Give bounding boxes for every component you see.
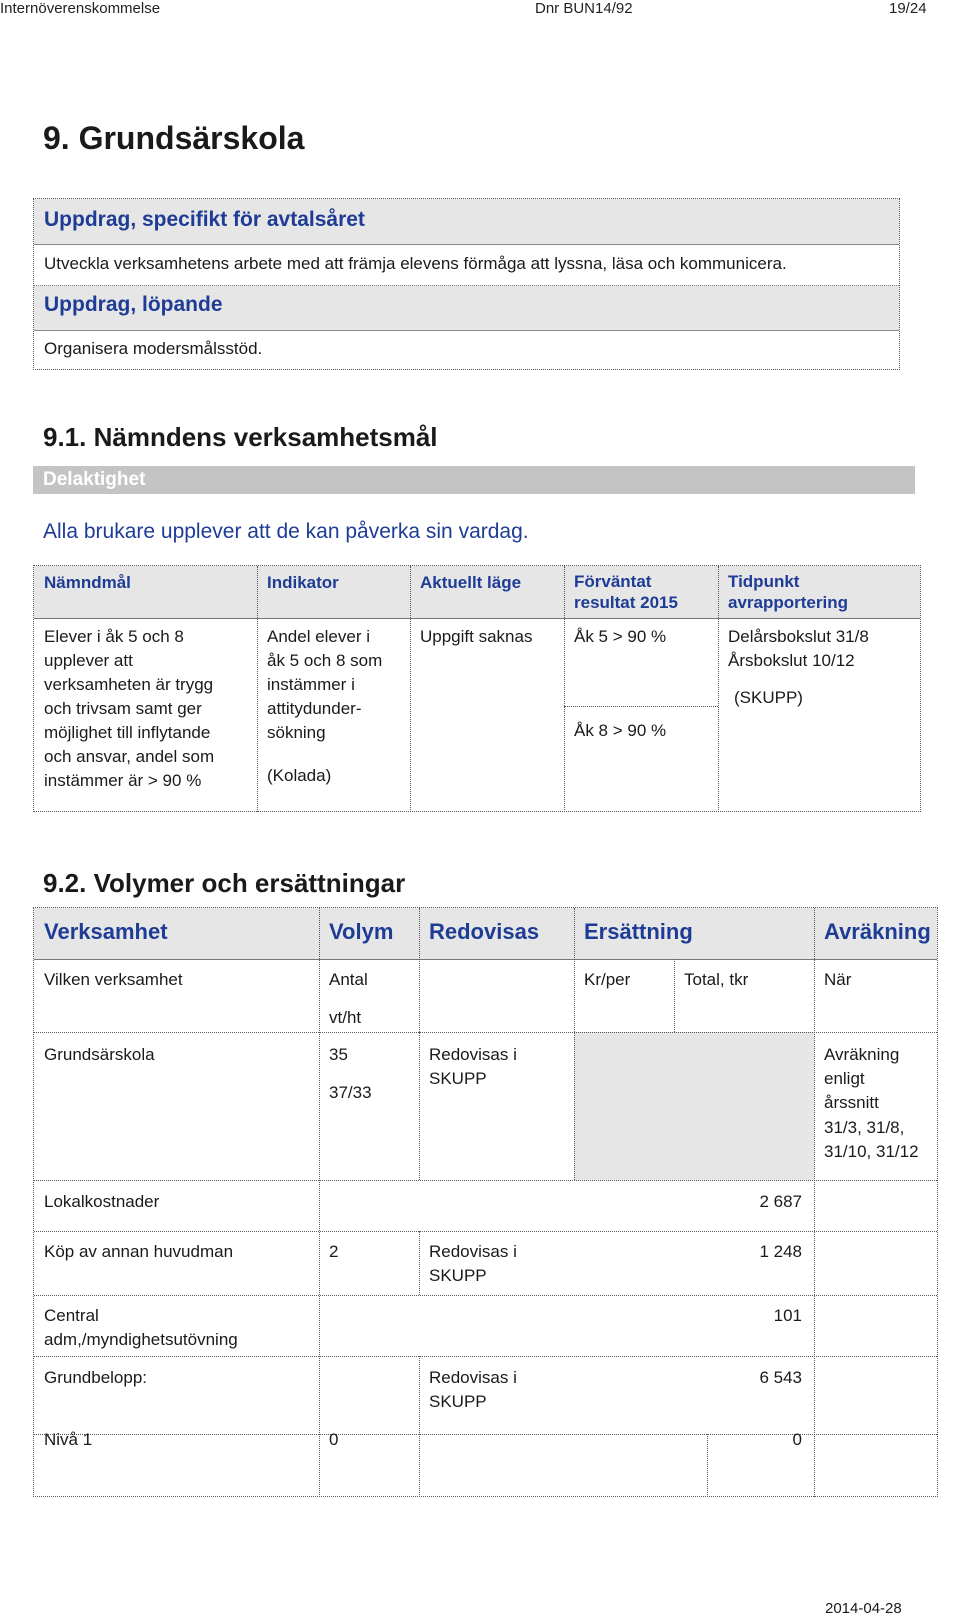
uppdrag-lopande-label: Uppdrag, löpande <box>44 293 223 316</box>
th-tidpunkt: Tidpunkt avrapportering <box>728 572 848 612</box>
doc-footer-date: 2014-04-28 <box>825 1600 902 1617</box>
delaktighet-label: Delaktighet <box>43 469 146 490</box>
th-indikator: Indikator <box>267 573 339 592</box>
verksamhetsmal-table <box>33 565 921 812</box>
row-grundbelopp-total: 6 543 <box>759 1368 802 1387</box>
row-niva-total: 0 <box>792 1430 802 1449</box>
th-volym: Volym <box>329 919 394 944</box>
row-niva-name: Nivå 1 <box>44 1430 93 1449</box>
th-ersattning: Ersättning <box>584 919 693 944</box>
doc-header-dnr: Dnr BUN14/92 <box>535 0 633 17</box>
th-verksamhet: Verksamhet <box>44 919 168 944</box>
cell-forvantat-ak8: Åk 8 > 90 % <box>574 721 667 740</box>
row-kop-vol: 2 <box>329 1242 339 1261</box>
sub-nar: När <box>824 970 852 989</box>
sub-vtht: vt/ht <box>329 1008 362 1027</box>
sub-verksamhet: Vilken verksamhet <box>44 970 183 989</box>
row-grund-avrakning: Avräkning enligt årssnitt <box>824 1045 900 1112</box>
sub-krper: Kr/per <box>584 970 631 989</box>
uppdrag-specifikt-label: Uppdrag, specifikt för avtalsåret <box>44 208 365 231</box>
grund-shaded-cell <box>574 1032 814 1180</box>
sub-total: Total, tkr <box>684 970 749 989</box>
row-kop-name: Köp av annan huvudman <box>44 1242 234 1261</box>
doc-header-page: 19/24 <box>889 0 927 17</box>
uppdrag-box <box>33 198 900 370</box>
th-redovisas: Redovisas <box>429 919 540 944</box>
row-grund-name: Grundsärskola <box>44 1045 155 1064</box>
th-namndmal: Nämndmål <box>44 573 131 592</box>
doc-header-left: Internöverenskommelse <box>0 0 161 17</box>
volymer-table <box>33 907 938 1497</box>
th-aktuellt: Aktuellt läge <box>420 573 522 592</box>
cell-tidpunkt: Delårsbokslut 31/8 Årsbokslut 10/12 <box>728 627 869 670</box>
row-lokal-total: 2 687 <box>759 1192 802 1211</box>
row-grund-vol1: 35 <box>329 1045 348 1064</box>
row-grundbelopp-name: Grundbelopp: <box>44 1368 148 1387</box>
row-kop-redovisas: Redovisas i SKUPP <box>429 1242 517 1285</box>
sub-antal: Antal <box>329 970 368 989</box>
cell-namndmal: Elever i åk 5 och 8 upplever att verksamheten är trygg och trivsam samt ger möjlighet till inflytande och ansvar, andel som instämmer är > 90 % <box>44 627 215 790</box>
cell-indikator-source: (Kolada) <box>267 766 332 785</box>
section-92-title: 9.2. Volymer och ersättningar <box>43 868 406 898</box>
cell-aktuellt: Uppgift saknas <box>420 627 533 646</box>
row-grund-redovisas: Redovisas i SKUPP <box>429 1045 517 1088</box>
goal-text: Alla brukare upplever att de kan påverka sin vardag. <box>43 520 529 543</box>
th-forvantat: Förväntat resultat 2015 <box>574 572 678 612</box>
delaktighet-band <box>33 466 915 494</box>
row-central-name: Central adm,/myndighetsutövning <box>44 1306 238 1349</box>
section-91-title: 9.1. Nämndens verksamhetsmål <box>43 422 438 452</box>
cell-tidpunkt-source: (SKUPP) <box>734 688 803 707</box>
th-avrakning: Avräkning <box>824 919 931 944</box>
row-grund-vol2: 37/33 <box>329 1083 372 1102</box>
cell-indikator: Andel elever i åk 5 och 8 som instämmer i attitydunder- sökning <box>267 627 383 742</box>
row-lokal-name: Lokalkostnader <box>44 1192 160 1211</box>
row-grundbelopp-redovisas: Redovisas i SKUPP <box>429 1368 517 1411</box>
cell-forvantat-ak5: Åk 5 > 90 % <box>574 627 667 646</box>
uppdrag-specifikt-text: Utveckla verksamhetens arbete med att främja elevens förmåga att lyssna, läsa och kommunicera. <box>44 254 787 273</box>
row-grund-datum: 31/3, 31/8, 31/10, 31/12 <box>824 1118 919 1161</box>
row-niva-vol: 0 <box>329 1430 339 1449</box>
row-central-total: 101 <box>773 1306 802 1325</box>
uppdrag-lopande-text: Organisera modersmålsstöd. <box>44 339 263 358</box>
section-9-title: 9. Grundsärskola <box>43 120 305 156</box>
row-kop-total: 1 248 <box>759 1242 802 1261</box>
